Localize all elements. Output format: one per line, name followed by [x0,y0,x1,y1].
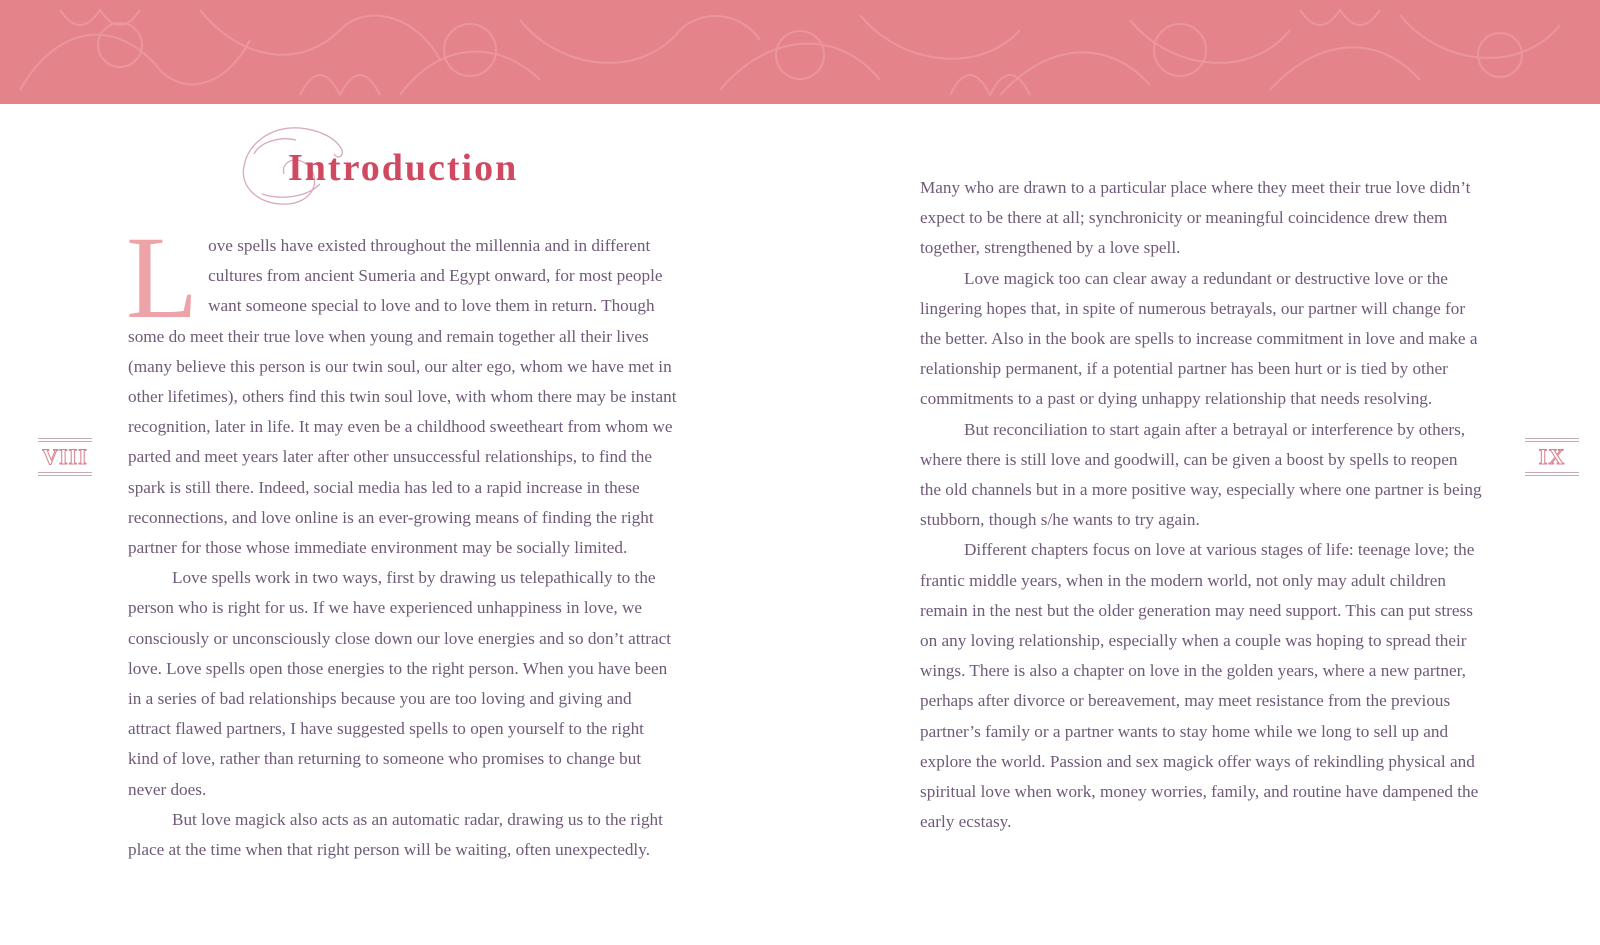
left-page-body [126,212,678,865]
paragraph-2: Love spells work in two ways, first by drawing us telepathically to the person who is right for us. If we have experienced unhappiness in love, we consciously or unconsciously close down our love energies and so don’t attract love. Love spells open those energies to the right person. When you have been in a series of bad relationships because you are too loving and giving and attract flawed partners, I have suggested spells to open yourself to the right kind of love, rather than returning to someone who promises to change but never does. [128,568,672,799]
floral-pattern [0,0,1600,104]
paragraph-3: But love magick also acts as an automatic radar, drawing us to the right place at the time when that right person will be waiting, often unexpectedly. [128,809,663,860]
page-number-right [1525,436,1579,478]
decorative-header-banner [0,0,1600,104]
page-number-right-label: IX [1538,444,1566,469]
page-number-left-label: VIII [42,444,88,469]
paragraph-5: Love magick too can clear away a redundant or destructive love or the lingering hopes that, in spite of numerous betrayals, our partner will change for the better. Also in the book are spells to increase commitment in love and make a relationship permanent, if a potential partner has been hurt or is tied by other commitments to a past or dying unhappy relationship that needs resolving. [920,268,1478,409]
drop-cap: L [126,212,199,343]
paragraph-6: But reconciliation to start again after a betrayal or interference by others, where there is still love and goodwill, can be given a boost by spells to reopen the old channels but in a more positive way, especially where one partner is being stubborn, though s/he wants to try again. [920,419,1482,530]
page-number-left [38,436,92,478]
right-page-body [920,173,1482,837]
paragraph-1: Love spells have existed throughout the millennia and in different cultures from ancient Sumeria and Egypt onward, for most people want someone special to love and to love them in return. Though some do meet their true love when young and remain together all their lives (many believe this person is our twin soul, our alter ego, whom we have met in other lifetimes), others find this twin soul love, with whom there may be instant recognition, later in life. It may even be a childhood sweetheart from whom we parted and meet years later after other unsuccessful relationships, to find the spark is still there. Indeed, social media has led to a rapid increase in these reconnections, and love online is an ever-growing means of finding the right partner for those whose immediate environment may be socially limited. [126,212,677,558]
paragraph-4: Many who are drawn to a particular place where they meet their true love didn’t expect to be there at all; synchronicity or meaningful coincidence drew them together, strengthened by a love spell. [920,178,1471,258]
page-title: Introduction [288,147,519,189]
chapter-heading [240,124,540,208]
paragraph-7: Different chapters focus on love at various stages of life: teenage love; the frantic middle years, when in the modern world, not only may adult children remain in the nest but the older generation may need support. This can put stress on any loving relationship, especially when a couple was hoping to spread their wings. There is also a chapter on love in the golden years, where a new partner, perhaps after divorce or bereavement, may meet resistance from the previous partner’s family or a partner wants to stay home while we long to sell up and explore the world. Passion and sex magick offer ways of rekindling physical and spiritual love when work, money worries, family, and routine have dampened the early ecstasy. [920,540,1479,832]
